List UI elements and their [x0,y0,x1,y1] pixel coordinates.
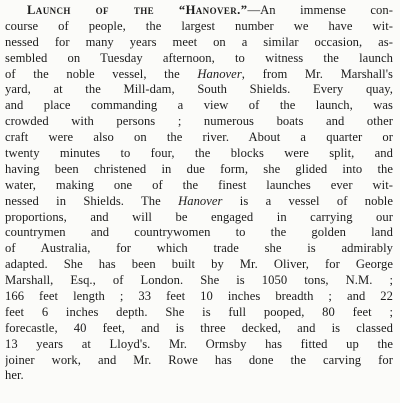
article-line: adapted. She has been built by Mr. Oliver, for George [5,257,393,272]
article-line: her. [5,368,24,383]
article-line: Marshall, Esq., of London. She is 1050 tons, N.M. ; [5,273,393,288]
article-line: having been christened in due form, she glided into the [5,161,393,176]
article-line: of the noble vessel, the Hanover, from Mr. Marshall's [5,66,393,81]
article-text [5,3,393,384]
article-line: water, making one of the finest launches ever wit- [5,177,393,192]
ship-name: Hanover [178,193,223,208]
article-line: crowded with persons ; numerous boats and other [5,114,393,129]
article-line: nessed for many years meet on a similar occasion, as- [5,34,393,49]
article-line: nessed in Shields. The Hanover is a vessel of noble [5,193,393,208]
article-line: and place commanding a view of the launch, was [5,98,393,113]
ship-name: Hanover [197,66,242,81]
article-line: countrymen and countrywomen to the golden land [5,225,393,240]
article-line: Launch of the “Hanover.”—An immense con- [27,3,393,17]
article-line: forecastle, 40 feet, and is three decked, and is classed [5,320,393,335]
article-line: sembled on Tuesday afternoon, to witness the launch [5,50,393,65]
article-line: joiner work, and Mr. Rowe has done the carving for [5,352,393,367]
article-line: yard, at the Mill-dam, South Shields. Every quay, [5,82,393,97]
article-line: proportions, and will be engaged in carrying our [5,209,393,224]
article-headline: Launch of the “Hanover.” [27,3,248,17]
article-line: 166 feet length ; 33 feet 10 inches breadth ; and 22 [5,289,393,304]
article-line: of Australia, for which trade she is admirably [5,241,393,256]
article-line: craft were also on the river. About a quarter or [5,130,393,145]
article-line: feet 6 inches depth. She is full pooped, 80 feet ; [5,304,393,319]
article-line: 13 years at Lloyd's. Mr. Ormsby has fitted up the [5,336,393,351]
article-line: twenty minutes to four, the blocks were split, and [5,146,393,161]
article-line: course of people, the largest number we have wit- [5,18,393,33]
